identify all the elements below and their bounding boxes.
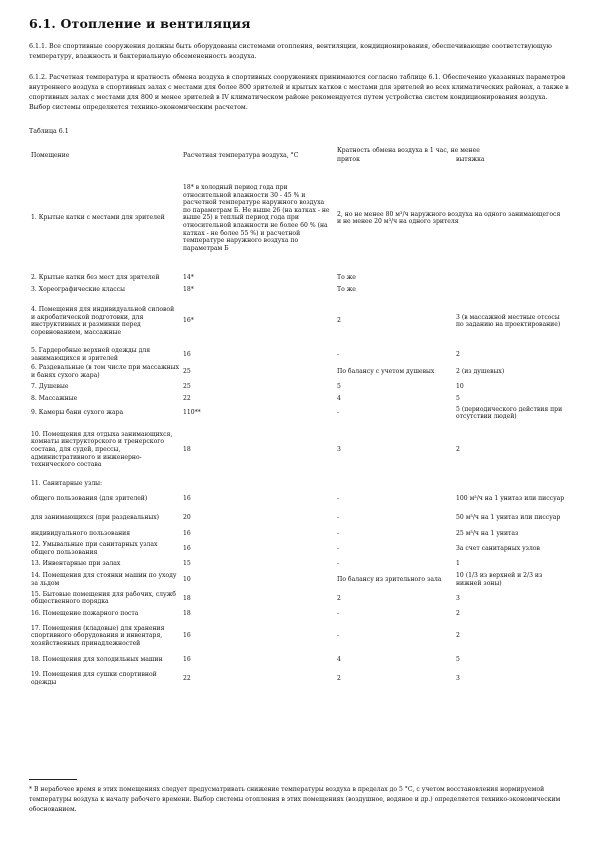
header-room: Помещение bbox=[31, 151, 70, 159]
cell-exhaust: За счет санитарных узлов bbox=[456, 544, 540, 552]
table-row bbox=[29, 405, 567, 422]
cell-supply: - bbox=[337, 610, 340, 618]
table-row bbox=[29, 528, 567, 540]
cell-room: 4. Помещения для индивидуальной силовой и акробатической подготовки, для инструктивных и разминки перед соревнованием, массажные bbox=[31, 306, 175, 336]
cell-exhaust: 10 bbox=[456, 382, 464, 390]
cell-room: 14. Помещения для стоянки машин по уходу за льдом bbox=[31, 572, 177, 587]
cell-temperature: 16 bbox=[183, 350, 191, 358]
cell-room: 7. Душевые bbox=[31, 382, 69, 390]
table-row bbox=[29, 570, 567, 590]
cell-room: для занимающихся (при раздевальных) bbox=[31, 513, 160, 521]
cell-exhaust: 3 bbox=[456, 594, 460, 602]
cell-supply: - bbox=[337, 494, 340, 502]
cell-room: 13. Инвентарные при залах bbox=[31, 559, 121, 567]
table-row bbox=[29, 478, 567, 490]
table-row bbox=[29, 164, 567, 272]
cell-room: 5. Гардеробные верхней одежды для занимающихся и зрителей bbox=[31, 347, 151, 362]
cell-temperature: 22 bbox=[183, 394, 191, 402]
cell-air-exchange: То же bbox=[337, 274, 356, 282]
cell-supply: 2 bbox=[337, 317, 341, 325]
cell-room: 19. Помещения для сушки спортивной одежды bbox=[31, 671, 157, 686]
table-row bbox=[29, 590, 567, 607]
cell-exhaust bbox=[454, 478, 567, 490]
cell-exhaust: 100 м³/ч на 1 унитаз или писсуар bbox=[456, 494, 565, 502]
cell-exhaust: 2 (из душевых) bbox=[456, 368, 505, 376]
table-row bbox=[29, 607, 567, 621]
cell-supply: По балансу с учетом душевых bbox=[337, 368, 435, 376]
header-air-exchange: Кратность обмена воздуха в 1 час, не менее bbox=[337, 147, 480, 154]
table-row bbox=[29, 272, 567, 284]
cell-exhaust: 2 bbox=[456, 350, 460, 358]
cell-temperature: 16 bbox=[183, 529, 191, 537]
cell-room: 10. Помещения для отдыха занимающихся, комнаты инструкторского и тренерского состава, для судей, прессы, административного и инженерно-технического состава bbox=[31, 430, 173, 469]
cell-temperature: 18* bbox=[183, 286, 194, 294]
cell-temperature: 10 bbox=[183, 575, 191, 583]
cell-supply: По балансу из зрительного зала bbox=[337, 575, 442, 583]
cell-temperature: 18* в холодный период года при относительной влажности 30 - 45 % и расчетной температуре наружного воздуха по параметрам Б. Не выше 26 (на катках - не выше 25) в теплый период года при относительной влажности не более 60 % (на катках - не более 55 %) и расчетной температуре наружного воздуха по параметрам Б bbox=[183, 184, 330, 252]
cell-temperature: 18 bbox=[183, 610, 191, 618]
table-row bbox=[29, 296, 567, 346]
cell-supply: - bbox=[337, 632, 340, 640]
header-supply: приток bbox=[337, 155, 360, 163]
cell-room: 17. Помещения (кладовые) для хранения спортивного оборудования и инвентаря, хозяйственных принадлежностей bbox=[31, 624, 165, 647]
cell-temperature: 15 bbox=[183, 559, 191, 567]
table-caption: Таблица 6.1 bbox=[29, 128, 69, 135]
cell-room: 9. Камеры бани сухого жара bbox=[31, 409, 124, 417]
table-row bbox=[29, 422, 567, 478]
cell-temperature: 16 bbox=[183, 632, 191, 640]
cell-supply: 4 bbox=[337, 656, 341, 664]
cell-exhaust: 1 bbox=[456, 559, 460, 567]
cell-supply: - bbox=[337, 559, 340, 567]
cell-temperature: 110** bbox=[183, 409, 201, 417]
cell-supply: - bbox=[337, 544, 340, 552]
table-row bbox=[29, 490, 567, 508]
cell-supply bbox=[335, 478, 454, 490]
table-row bbox=[29, 669, 567, 689]
cell-exhaust: 5 bbox=[456, 394, 460, 402]
header-temperature: Расчетная температура воздуха, °С bbox=[183, 151, 299, 159]
cell-room: 1. Крытые катки с местами для зрителей bbox=[31, 214, 165, 222]
cell-supply: - bbox=[337, 513, 340, 521]
paragraph-6-1-2: 6.1.2. Расчетная температура и кратность обмена воздуха в спортивных сооружениях принимаются согласно таблице 6.1. Обеспечение указанных параметров внутреннего воздуха в спортивных залах с местами для более 800 зрителей и крытых катков с местами для зрителей во всех климатических районах, а также в спортивных залах с местами для 800 и менее зрителей в IV климатическом районе рекомендуется путем устройства систем кондиционирования воздуха. Выбор системы определяется технико-экономическим расчетом. bbox=[29, 74, 569, 111]
footnote: * В нерабочее время в этих помещениях следует предусматривать снижение температуры воздуха в пределах до 5 °С, с учетом восстановления нормируемой температуры воздуха к началу рабочего времени. Выбор системы отопления в этих помещениях (воздушное, водяное и др.) определяется технико-экономическим обоснованием. bbox=[29, 786, 561, 813]
cell-temperature: 16 bbox=[183, 656, 191, 664]
cell-supply: - bbox=[337, 529, 340, 537]
cell-room: общего пользования (для зрителей) bbox=[31, 494, 148, 502]
cell-room: 8. Массажные bbox=[31, 394, 78, 402]
cell-room: 16. Помещение пожарного поста bbox=[31, 610, 139, 618]
cell-exhaust: 5 bbox=[456, 656, 460, 664]
cell-room: 18. Помещения для холодильных машин bbox=[31, 656, 163, 664]
section-heading: 6.1. Отопление и вентиляция bbox=[29, 16, 251, 31]
cell-exhaust: 50 м³/ч на 1 унитаз или писсуар bbox=[456, 513, 561, 521]
cell-temperature: 22 bbox=[183, 675, 191, 683]
table-row bbox=[29, 621, 567, 651]
cell-exhaust: 3 bbox=[456, 675, 460, 683]
cell-room: 15. Бытовые помещения для рабочих, служб общественного порядка bbox=[31, 590, 176, 606]
cell-air-exchange: То же bbox=[337, 286, 356, 294]
cell-exhaust: 2 bbox=[456, 445, 460, 453]
table-row bbox=[29, 558, 567, 570]
cell-exhaust: 10 (1/3 из верхней и 2/3 из нижней зоны) bbox=[456, 572, 543, 587]
ventilation-table bbox=[29, 147, 567, 689]
cell-temperature: 16 bbox=[183, 494, 191, 502]
cell-room: индивидуального пользования bbox=[31, 529, 131, 537]
cell-supply: 2 bbox=[337, 675, 341, 683]
cell-exhaust: 5 (периодического действия при отсутствии людей) bbox=[456, 405, 563, 421]
table-row bbox=[29, 363, 567, 380]
paragraph-6-1-1: 6.1.1. Все спортивные сооружения должны быть оборудованы системами отопления, вентиляции, кондиционирования, обеспечивающие соответствующую температуру, влажность и бактериальную обсемененность воздуха. bbox=[29, 43, 552, 60]
cell-temperature: 25 bbox=[183, 382, 191, 390]
cell-air-exchange: 2, но не менее 80 м³/ч наружного воздуха на одного занимающегося и не менее 20 м³/ч на одного зрителя bbox=[337, 210, 561, 226]
footnote-divider bbox=[29, 779, 77, 780]
cell-room: 3. Хореографические классы bbox=[31, 286, 125, 294]
table-row bbox=[29, 393, 567, 405]
table-row bbox=[29, 284, 567, 296]
table-row bbox=[29, 540, 567, 558]
cell-temperature: 18 bbox=[183, 445, 191, 453]
table-row bbox=[29, 346, 567, 363]
cell-supply: 4 bbox=[337, 394, 341, 402]
table-row bbox=[29, 651, 567, 669]
cell-supply: 2 bbox=[337, 594, 341, 602]
table-body bbox=[29, 147, 567, 689]
cell-exhaust: 2 bbox=[456, 610, 460, 618]
table-row bbox=[29, 508, 567, 528]
cell-supply: - bbox=[337, 409, 340, 417]
cell-room: 6. Раздевальные (в том числе при массажных и банях сухого жара) bbox=[31, 364, 179, 379]
cell-exhaust: 2 bbox=[456, 632, 460, 640]
cell-temperature: 18 bbox=[183, 594, 191, 602]
cell-supply: 3 bbox=[337, 445, 341, 453]
cell-temperature bbox=[181, 478, 335, 490]
cell-temperature: 14* bbox=[183, 274, 194, 282]
cell-exhaust: 3 (в массажной местные отсосы по заданию на проектирование) bbox=[456, 313, 561, 329]
cell-temperature: 20 bbox=[183, 513, 191, 521]
header-exhaust: вытяжка bbox=[456, 155, 485, 163]
cell-supply: - bbox=[337, 350, 340, 358]
cell-temperature: 16 bbox=[183, 544, 191, 552]
cell-room: 2. Крытые катки без мест для зрителей bbox=[31, 274, 160, 282]
table-header-row bbox=[29, 147, 567, 156]
table-row bbox=[29, 381, 567, 393]
cell-temperature: 25 bbox=[183, 368, 191, 376]
cell-room: 12. Умывальные при санитарных узлах общего пользования bbox=[31, 541, 158, 556]
cell-room: 11. Санитарные узлы: bbox=[31, 479, 103, 487]
cell-temperature: 16* bbox=[183, 317, 194, 325]
cell-exhaust: 25 м³/ч на 1 унитаз bbox=[456, 529, 519, 537]
cell-supply: 5 bbox=[337, 382, 341, 390]
